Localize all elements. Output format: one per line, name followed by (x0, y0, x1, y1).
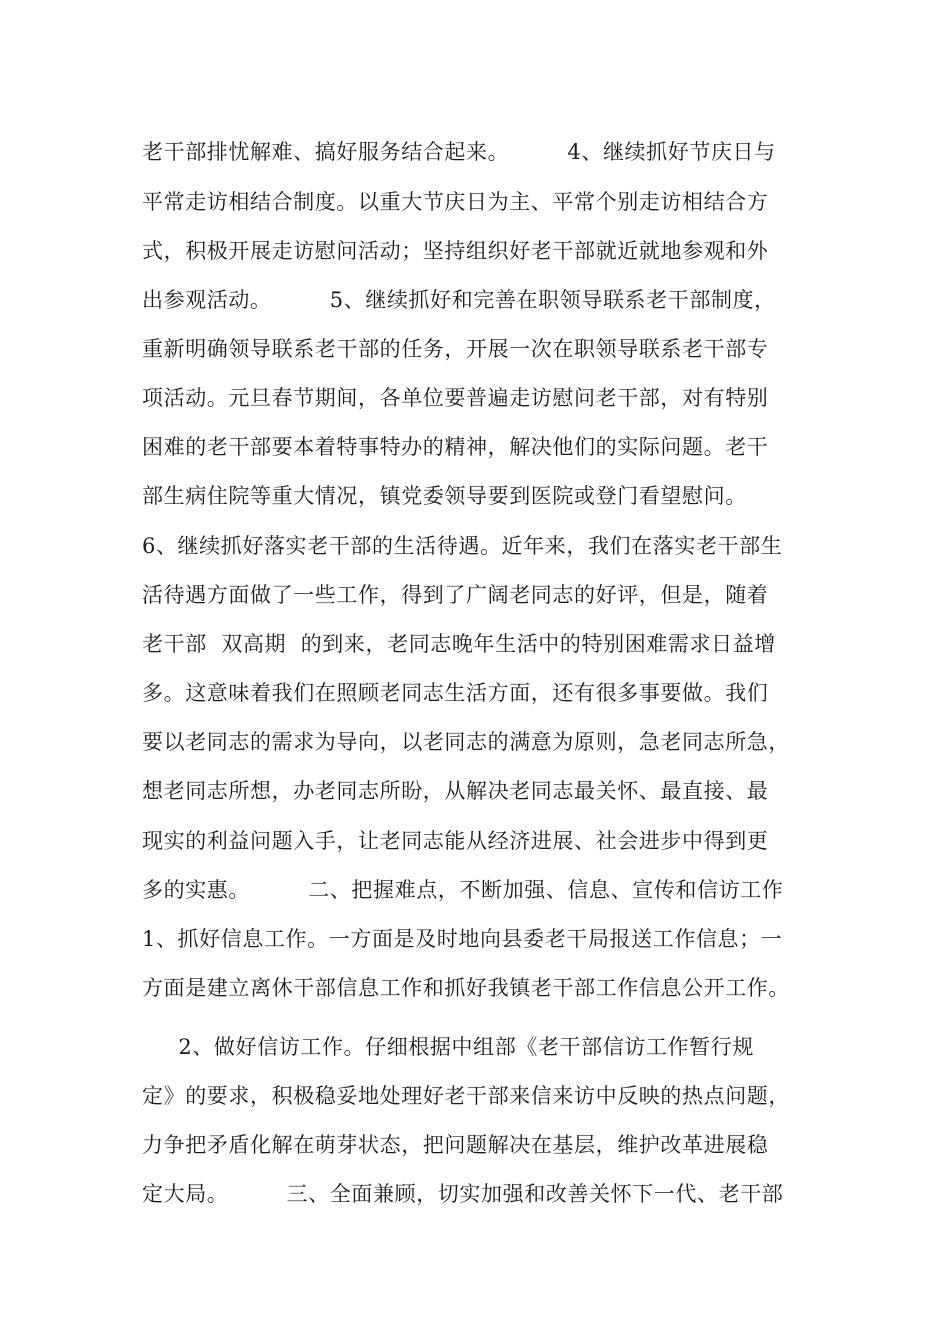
text-line: 2、做好信访工作。仔细根据中组部《老干部信访工作暂行规 (142, 1035, 754, 1059)
text-line: 项活动。元旦春节期间，各单位要普遍走访慰问老干部，对有特别 (142, 386, 769, 410)
text-line: 定大局。 三、全面兼顾，切实加强和改善关怀下一代、老干部 (142, 1182, 784, 1206)
text-line: 想老同志所想，办老同志所盼，从解决老同志最关怀、最直接、最 (142, 779, 769, 803)
text-line: 方面是建立离休干部信息工作和抓好我镇老干部工作信息公开工作。 (142, 976, 790, 1000)
text-line: 要以老同志的需求为导向，以老同志的满意为原则，急老同志所急， (142, 730, 790, 754)
text-line: 1、抓好信息工作。一方面是及时地向县委老干局报送工作信息；一 (142, 927, 783, 951)
text-line: 出参观活动。 5、继续抓好和完善在职领导联系老干部制度， (142, 288, 776, 312)
text-line: 活待遇方面做了一些工作，得到了广阔老同志的好评，但是，随着 (142, 583, 769, 607)
text-line: 现实的利益问题入手，让老同志能从经济进展、社会进步中得到更 (142, 829, 769, 853)
text-line: 多。这意味着我们在照顾老同志生活方面，还有很多事要做。我们 (142, 681, 769, 705)
text-line: 6、继续抓好落实老干部的生活待遇。近年来，我们在落实老干部生 (142, 534, 783, 558)
text-line: 困难的老干部要本着特事特办的精神，解决他们的实际问题。老干 (142, 435, 769, 459)
text-line: 重新明确领导联系老干部的任务，开展一次在职领导联系老干部专 (142, 337, 769, 361)
text-line: 定》的要求，积极稳妥地处理好老干部来信来访中反映的热点问题， (142, 1084, 790, 1108)
text-line: 老干部 双高期 的到来，老同志晚年生活中的特别困难需求日益增 (142, 632, 776, 656)
text-line: 力争把矛盾化解在萌芽状态，把问题解决在基层，维护改革进展稳 (142, 1133, 769, 1157)
text-line: 老干部排忧解难、搞好服务结合起来。 4、继续抓好节庆日与 (142, 140, 776, 164)
text-line: 多的实惠。 二、把握难点，不断加强、信息、宣传和信访工作 (142, 878, 784, 902)
text-line: 式，积极开展走访慰问活动；坚持组织好老干部就近就地参观和外 (142, 239, 769, 263)
text-line: 平常走访相结合制度。以重大节庆日为主、平常个别走访相结合方 (142, 190, 769, 214)
text-line: 部生病住院等重大情况，镇党委领导要到医院或登门看望慰问。 (142, 484, 747, 508)
